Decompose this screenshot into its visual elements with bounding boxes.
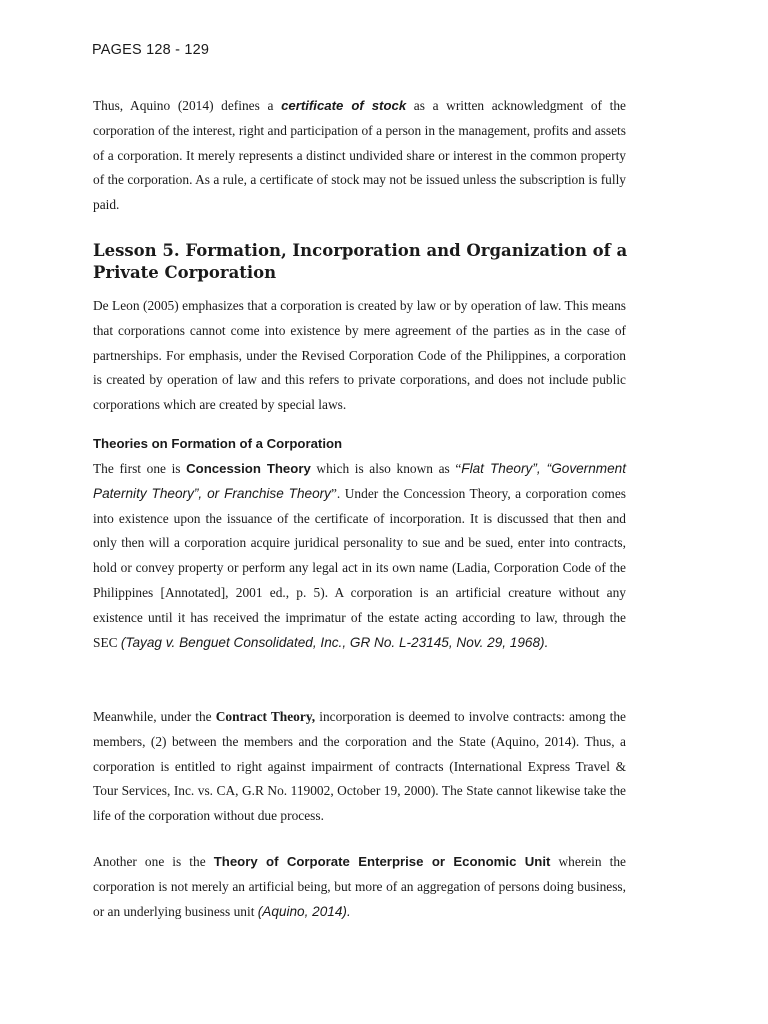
term-certificate-of-stock: certificate of stock [281,98,407,113]
para5-text-a: Another one is the [93,854,214,869]
para1-text-b: as a written acknowledgment of the corporation of the interest, right and participation of a person in the management, profits and assets of a corporation. It merely represents a distinct undivided share or interest in the common property of the corporation. As a rule, a certificate of stock may not be issued unless the subscription is fully paid. [93,98,626,213]
term-corporate-enterprise: Theory of Corporate Enterprise or Economic Unit [213,854,551,869]
paragraph-corporate-enterprise [93,850,626,924]
para3-text-b: which is also known as “ [310,461,462,476]
theories-heading: Theories on Formation of a Corporation [93,436,343,451]
citation-tayag: (Tayag v. Benguet Consolidated, Inc., GR No. L-23145, Nov. 29, 1968). [120,634,549,650]
para4-text-a: Meanwhile, under the [93,709,216,724]
term-concession-theory: Concession Theory [186,461,311,476]
paragraph-de-leon: De Leon (2005) emphasizes that a corporation is created by law or by operation of law. This means that corporations cannot come into existence by mere agreement of the parties as in the case of partnerships. For emphasis, under the Revised Corporation Code of the Philippines, a corporation is created by operation of law and this refers to private corporations, and does not include public corporations which are created by special laws. [93,298,626,413]
citation-aquino: (Aquino, 2014). [257,903,351,919]
paragraph-concession-theory [93,457,626,655]
lesson-title: Lesson 5. Formation, Incorporation and Organization of a Private Corporation [93,241,628,282]
term-contract-theory: Contract Theory, [215,709,316,724]
paragraph-certificate-of-stock [93,94,626,218]
paragraph-contract-theory [93,705,626,829]
para3-text-a: The first one is [93,461,187,476]
para4-text-b: incorporation is deemed to involve contracts: among the members, (2) between the members and the corporation and the State (Aquino, 2014). Thus, a corporation is entitled to right against impairment of contracts (International Express Travel & Tour Services, Inc. vs. CA, G.R No. 119002, October 19, 2000). The State cannot likewise take the life of the corporation without due process. [93,709,626,824]
page-range-header: PAGES 128 - 129 [92,42,210,58]
concession-aka: Flat Theory”, “Government Paternity Theory”, or Franchise Theory [93,461,626,501]
para3-text-c: ”. Under the Concession Theory, a corporation comes into existence upon the issuance of the certificate of incorporation. It is discussed that then and only then will a corporation acquire juridical personality to sue and be sued, enter into contracts, hold or convey property or perform any legal act in its own name (Ladia, Corporation Code of the Philippines [Annotated], 2001 ed., p. 5). A corporation is an artificial creature without any existence until it has received the imprimatur of the estate acting according to law, through the SEC [93,485,626,650]
para5-text-b: wherein the corporation is not merely an artificial being, but more of an aggregation of persons doing business, or an underlying business unit [93,854,626,919]
para1-text-a: Thus, Aquino (2014) defines a [93,98,282,113]
